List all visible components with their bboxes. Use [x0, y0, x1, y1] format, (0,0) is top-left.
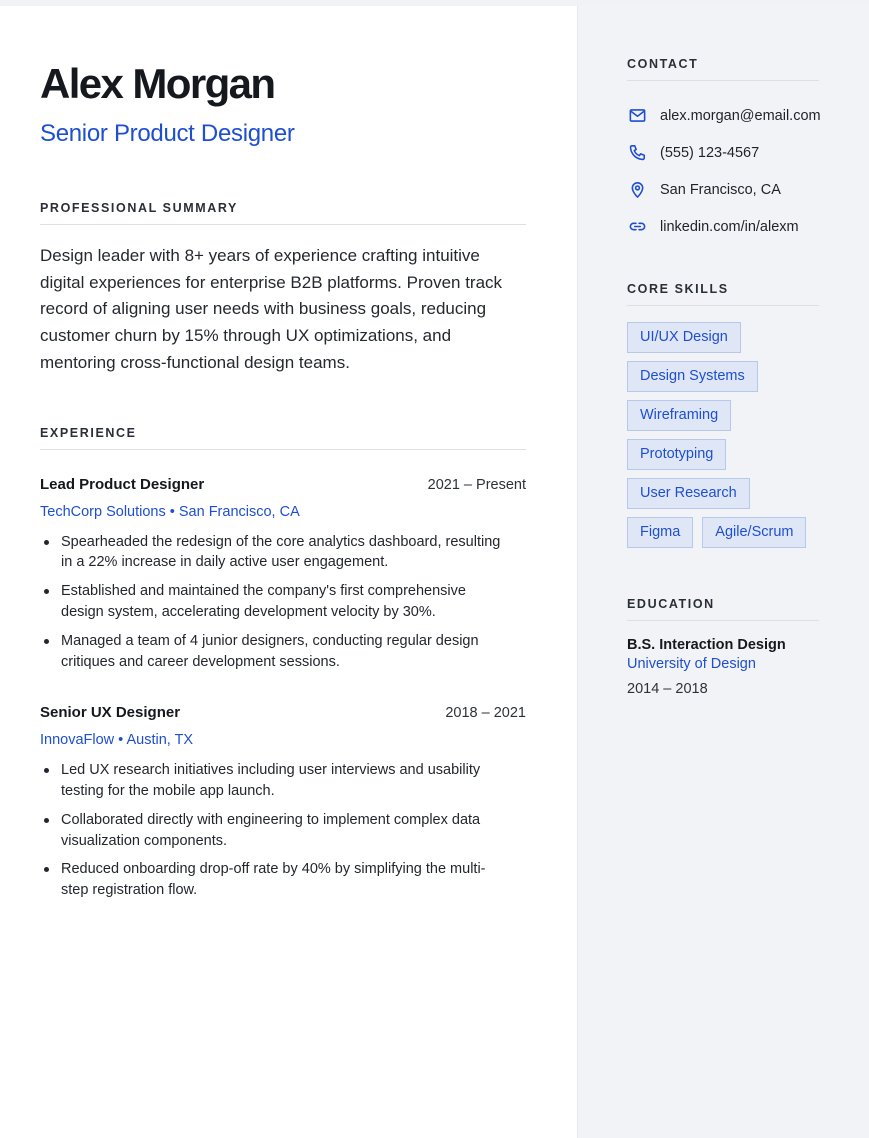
skill-chip: Figma — [627, 517, 693, 548]
bullet-dot-icon — [44, 768, 49, 773]
summary-heading: PROFESSIONAL SUMMARY — [40, 200, 526, 225]
bullet-dot-icon — [44, 540, 49, 545]
mail-icon — [627, 106, 647, 126]
bullet-item — [40, 859, 510, 901]
education-school: University of Design — [627, 656, 756, 672]
contact-email[interactable] — [627, 97, 869, 134]
bullet-text: Managed a team of 4 junior designers, conducting regular design critiques and career development sessions. — [61, 632, 479, 670]
link-icon — [627, 217, 647, 237]
bullet-item — [40, 810, 510, 852]
job-title: Lead Product Designer — [40, 475, 205, 493]
job-title: Senior UX Designer — [40, 704, 181, 722]
job-header — [40, 704, 526, 721]
bullet-dot-icon — [44, 818, 49, 823]
job-company: InnovaFlow • Austin, TX — [40, 732, 194, 749]
skills-heading: CORE SKILLS — [627, 281, 819, 306]
bullet-text: Spearheaded the redesign of the core analytics dashboard, resulting in a 22% increase in daily active user engagement. — [61, 533, 501, 571]
skill-chip: UI/UX Design — [627, 322, 741, 353]
bullet-dot-icon — [44, 639, 49, 644]
skill-chip: Design Systems — [627, 361, 758, 392]
contact-linkedin-text: linkedin.com/in/alexm — [660, 218, 799, 235]
contact-phone-text: (555) 123-4567 — [660, 144, 760, 161]
bullet-text: Established and maintained the company's first comprehensive design system, accelerating development velocity by 30%. — [61, 583, 466, 620]
bullet-text: Reduced onboarding drop-off rate by 40% by simplifying the multi-step registration flow. — [61, 861, 486, 899]
education-years: 2014 – 2018 — [627, 681, 708, 697]
phone-icon — [627, 143, 647, 163]
experience-heading: EXPERIENCE — [40, 425, 526, 450]
job-dates: 2021 – Present — [427, 476, 526, 493]
bullet-text: Led UX research initiatives including user interviews and usability testing for the mobile app launch. — [61, 762, 481, 800]
job-dates: 2018 – 2021 — [445, 705, 526, 722]
main-column — [0, 6, 577, 1138]
bullet-item — [40, 760, 510, 802]
bullet-item — [40, 581, 510, 623]
job-entry — [40, 704, 526, 901]
job-bullets — [40, 532, 510, 673]
contact-location-text: San Francisco, CA — [660, 181, 781, 198]
job-header — [40, 476, 526, 493]
bullet-text: Collaborated directly with engineering to implement complex data visualization components. — [61, 811, 481, 849]
contact-linkedin[interactable] — [627, 208, 869, 245]
candidate-title: Senior Product Designer — [40, 120, 295, 147]
skill-chip: Agile/Scrum — [702, 517, 806, 548]
education-degree: B.S. Interaction Design — [627, 637, 786, 653]
bullet-dot-icon — [44, 867, 49, 872]
location-pin-icon — [627, 180, 647, 200]
contact-heading: CONTACT — [627, 56, 819, 81]
contact-email-text: alex.morgan@email.com — [660, 107, 821, 124]
resume-page — [0, 6, 869, 1138]
job-bullets — [40, 760, 510, 901]
skills-list — [627, 322, 827, 556]
candidate-name: Alex Morgan — [40, 60, 275, 107]
skill-chip: Prototyping — [627, 439, 726, 470]
bullet-item — [40, 631, 510, 673]
education-heading: EDUCATION — [627, 596, 819, 621]
skill-chip: User Research — [627, 478, 750, 509]
job-entry — [40, 476, 526, 673]
sidebar-column — [577, 6, 869, 1138]
contact-list — [627, 97, 869, 245]
contact-phone[interactable] — [627, 134, 869, 171]
skill-chip: Wireframing — [627, 400, 731, 431]
job-company: TechCorp Solutions • San Francisco, CA — [40, 503, 300, 520]
bullet-item — [40, 532, 510, 574]
bullet-dot-icon — [44, 589, 49, 594]
summary-text: Design leader with 8+ years of experience crafting intuitive digital experiences for enterprise B2B platforms. Proven track record of aligning user needs with business goals, reducing customer churn by 15% through UX optimizations, and mentoring cross-functional design teams. — [40, 246, 503, 372]
contact-location — [627, 171, 869, 208]
